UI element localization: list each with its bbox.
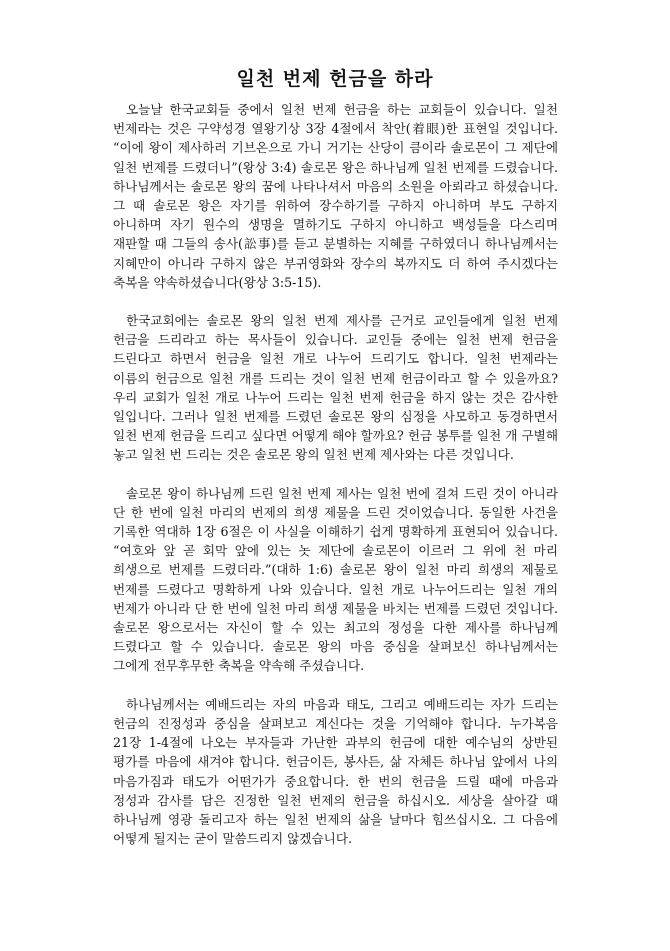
paragraph-4: 하나님께서는 예배드리는 자의 마음과 태도, 그리고 예배드리는 자가 드리는 헌금의 진정성과 중심을 살펴보고 계신다는 것을 기억해야 합니다. 누가복음 21장 1-4절에 나오는 부자들과 가난한 과부의 헌금에 대한 예수님의 상반된 평가를 마음에 새겨야 합니다. 헌금이든, 봉사든, 삶 자체든 하나님 앞에서 나의 마음가짐과 태도가 어떤가가 중요합니다. 한 번의 헌금을 드릴 때에 마음과 정성과 감사를 담은 진정한 일천 번제의 헌금을 하십시오. 세상을 살아갈 때 하나님께 영광 돌리고자 하는 일천 번제의 삶을 날마다 힘쓰십시오. 그 다음에 어떻게 될지는 굳이 말씀드리지 않겠습니다. [113,696,558,847]
paragraph-3: 솔로몬 왕이 하나님께 드린 일천 번제 제사는 일천 번에 걸쳐 드린 것이 아니라 단 한 번에 일천 마리의 번제의 희생 제물을 드린 것이었습니다. 동일한 사건을 기록한 역대하 1장 6절은 이 사실을 이해하기 쉽게 명확하게 표현되어 있습니다. “여호와 앞 곧 회막 앞에 있는 놋 제단에 솔로몬이 이르러 그 위에 천 마리 희생으로 번제를 드렸더라.”(대하 1:6) 솔로몬 왕이 일천 마리 희생의 제물로 번제를 드렸다고 명확하게 나와 있습니다. 일천 개로 나누어드리는 일천 개의 번제가 아니라 단 한 번에 일천 마리 희생 제물을 바치는 번제를 드렸던 것입니다. 솔로몬 왕으로서는 자신이 할 수 있는 최고의 정성을 다한 제사를 하나님께 드렸다고 할 수 있습니다. 솔로몬 왕의 마음 중심을 살펴보신 하나님께서는 그에게 전무후무한 축복을 약속해 주셨습니다. [113,485,558,674]
paragraph-2: 한국교회에는 솔로몬 왕의 일천 번제 제사를 근거로 교인들에게 일천 번제 헌금을 드리라고 하는 목사들이 있습니다. 교인들 중에는 일천 번제 헌금을 드린다고 하면서 헌금을 일천 개로 나누어 드리기도 합니다. 일천 번제라는 이름의 헌금으로 일천 개를 드리는 것이 일천 번제 헌금이라고 할 수 있을까요? 우리 교회가 일천 개로 나누어 드리는 일천 번제 헌금을 하지 않는 것은 감사한 일입니다. 그러나 일천 번제를 드렸던 솔로몬 왕의 심정을 사모하고 동경하면서 일천 번제 헌금을 드리고 싶다면 어떻게 해야 할까요? 헌금 봉투를 일천 개 구별해 놓고 일천 번 드리는 것은 솔로몬 왕의 일천 번제 제사와는 다른 것입니다. [113,313,558,463]
document-body [113,100,558,867]
document-title: 일천 번제 헌금을 하라 [236,68,434,90]
paragraph-1: 오늘날 한국교회들 중에서 일천 번제 헌금을 하는 교회들이 있습니다. 일천 번제라는 것은 구약성경 열왕기상 3장 4절에서 착안(着眼)한 표현일 것입니다. “이에 왕이 제사하러 기브온으로 가니 거기는 산당이 큼이라 솔로몬이 그 제단에 일천 번제를 드렸더니”(왕상 3:4) 솔로몬 왕은 하나님께 일천 번제를 드렸습니다. 하나님께서는 솔로몬 왕의 꿈에 나타나셔서 마음의 소원을 아뢰라고 하셨습니다. 그 때 솔로몬 왕은 자기를 위하여 장수하기를 구하지 아니하며 부도 구하지 아니하며 자기 원수의 생명을 멸하기도 구하지 아니하고 백성들을 다스리며 재판할 때 그들의 송사(訟事)를 듣고 분별하는 지혜를 구하였더니 하나님께서는 지혜만이 아니라 구하지 않은 부귀영화와 장수의 복까지도 더 하여 주시겠다는 축복을 약속하셨습니다(왕상 3:5-15). [113,102,558,290]
